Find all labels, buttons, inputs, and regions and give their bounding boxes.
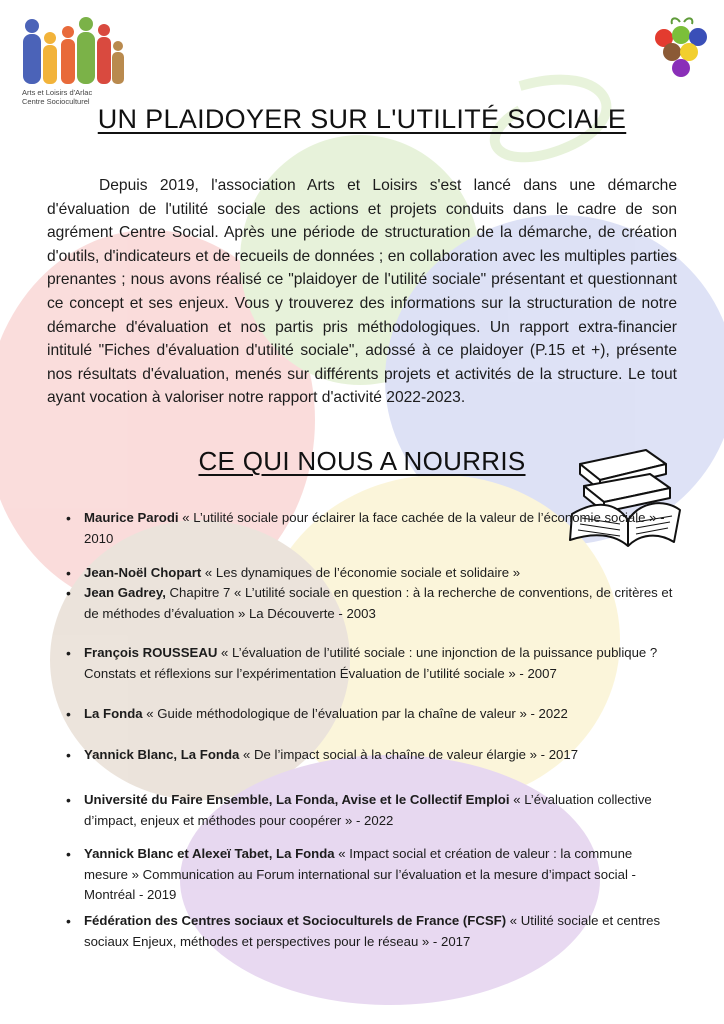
list-item xyxy=(66,643,674,684)
reference-author: François ROUSSEAU xyxy=(84,645,218,660)
reference-text: « L’évaluation de l’utilité sociale : une injonction de la puissance publique ? Constats et réflexions sur l’expérimentation Évaluation de l’utilité sociale » - 2007 xyxy=(84,645,658,681)
reference-text: « L’évaluation collective d’impact, enjeux et méthodes pour coopérer » - 2022 xyxy=(84,792,652,828)
reference-author: Jean-Noël Chopart xyxy=(84,565,202,580)
intro-text: Depuis 2019, l'association Arts et Loisirs s'est lancé dans une démarche d'évaluation de l'utilité sociale des actions et projets conduits dans le cadre de son agrément Centre Social. Après une période de structuration de la démarche, de création d'outils, d'indicateurs et de recueils de données ; en collaboration avec les multiples parties prenantes ; nous avons réalisé ce "plaidoyer de l'utilité sociale" présentant et questionnant ce concept et ses enjeux. Vous y trouverez des informations sur la structuration de notre démarche d'évaluation et nos partis pris méthodologiques. Un rapport extra-financier intitulé "Fiches d'évaluation d'utilité sociale", adossé à ce plaidoyer (P.15 et +), présente nos résultats d'évaluation, menés sur différents projets et activités de la structure. Le tout ayant vocation à valoriser notre rapport d'activité 2022-2023. xyxy=(47,177,677,407)
people-silhouettes-icon xyxy=(23,17,124,84)
reference-author: Université du Faire Ensemble, La Fonda, Avise et le Collectif Emploi xyxy=(84,792,510,807)
reference-author: Jean Gadrey, xyxy=(84,585,166,600)
list-item xyxy=(66,745,674,766)
reference-text: « Guide méthodologique de l’évaluation par la chaîne de valeur » - 2022 xyxy=(142,706,568,721)
list-item xyxy=(66,583,674,624)
reference-text: Chapitre 7 « L’utilité sociale en question : à la recherche de conventions, de critères et de méthodes d’évaluation » La Découverte - 2003 xyxy=(84,585,673,621)
reference-text: « L’utilité sociale pour éclairer la face cachée de la valeur de l’économie sociale » - 2010 xyxy=(84,510,665,546)
reference-text: « Les dynamiques de l’économie sociale et solidaire » xyxy=(201,565,521,580)
logo-line-2: Centre Socioculturel xyxy=(22,97,90,106)
list-item xyxy=(66,563,674,584)
reference-author: Fédération des Centres sociaux et Socioculturels de France (FCSF) xyxy=(84,913,507,928)
intro-paragraph xyxy=(47,174,677,410)
reference-text: « Utilité sociale et centres sociaux Enjeux, méthodes et perspectives pour le réseau » - 2017 xyxy=(84,913,661,949)
reference-author: Yannick Blanc et Alexeï Tabet, La Fonda xyxy=(84,846,335,861)
list-item xyxy=(66,844,674,906)
list-item xyxy=(66,911,674,952)
arts-et-loisirs-logo xyxy=(18,14,128,109)
list-item xyxy=(66,790,674,831)
reference-text: « Impact social et création de valeur : la commune mesure » Communication au Forum international sur l’évaluation et la mesure d’impact social - Montréal - 2019 xyxy=(84,846,636,903)
logo-line-1: Arts et Loisirs d'Arlac xyxy=(22,88,93,97)
list-item xyxy=(66,704,674,725)
reference-text: « De l’impact social à la chaîne de valeur élargie » - 2017 xyxy=(239,747,579,762)
list-item xyxy=(66,508,674,549)
reference-author: Maurice Parodi xyxy=(84,510,179,525)
grapes-icon xyxy=(650,14,714,84)
page-title: UN PLAIDOYER SUR L'UTILITÉ SOCIALE xyxy=(97,104,627,134)
section-title: CE QUI NOUS A NOURRIS xyxy=(198,446,526,476)
reference-author: La Fonda xyxy=(84,706,143,721)
reference-author: Yannick Blanc, La Fonda xyxy=(84,747,240,762)
